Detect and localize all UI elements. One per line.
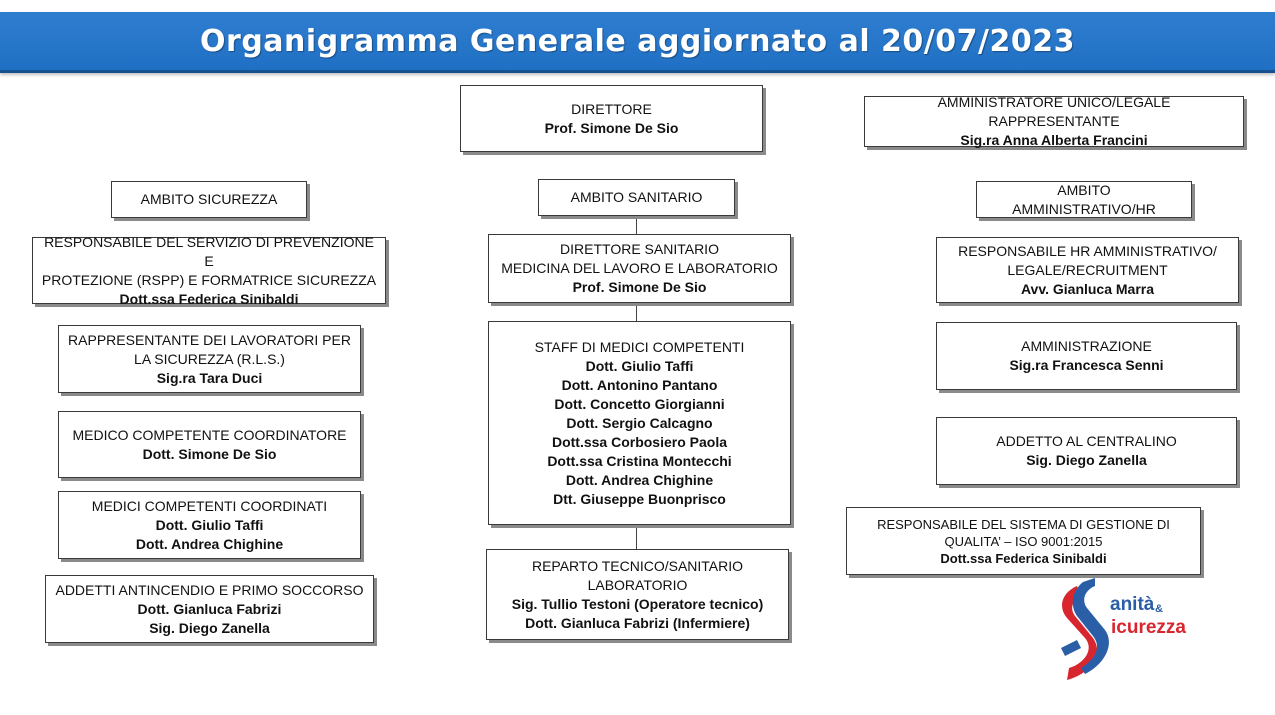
role-label: ADDETTO AL CENTRALINO: [996, 433, 1177, 449]
logo-text-sanita: anità: [1110, 594, 1155, 615]
role-label: LA SICUREZZA (R.L.S.): [134, 350, 285, 367]
connector-line: [636, 525, 637, 549]
person-name: Prof. Simone De Sio: [572, 279, 707, 295]
person-name: Avv. Gianluca Marra: [1020, 280, 1155, 297]
person-name: Dott. Giulio Taffi: [585, 357, 694, 374]
ambito-sanitario-header: [538, 179, 735, 216]
logo-text-sicurezza: icurezza: [1111, 617, 1186, 638]
person-name: Dott. Andrea Chighine: [565, 471, 714, 488]
person-name: Dott. Concetto Giorgianni: [554, 395, 725, 412]
person-name: Dott.ssa Cristina Montecchi: [547, 452, 732, 469]
section-label: AMBITO AMMINISTRATIVO/HR: [1012, 181, 1156, 217]
person-name: Dott. Antonino Pantano: [561, 376, 718, 393]
hr-box: [936, 237, 1239, 303]
role-label: MEDICO COMPETENTE COORDINATORE: [72, 426, 347, 443]
person-name: Sig. Diego Zanella: [1026, 452, 1147, 468]
person-name: Dott. Gianluca Fabrizi: [137, 600, 282, 617]
mc-coordinatore-box: [58, 411, 361, 478]
qualita-box: [846, 507, 1201, 575]
person-name: Sig. Tullio Testoni (Operatore tecnico): [511, 595, 764, 612]
role-label: RESPONSABILE DEL SERVIZIO DI PREVENZIONE E: [44, 233, 374, 269]
person-name: Sig.ra Francesca Senni: [1009, 357, 1164, 373]
person-name: Sig.ra Anna Alberta Francini: [960, 132, 1148, 148]
role-label: QUALITA’ – ISO 9001:2015: [944, 533, 1103, 549]
centralino-box: [936, 417, 1237, 485]
person-name: Dott.ssa Federica Sinibaldi: [119, 290, 299, 307]
rspp-box: [32, 233, 386, 307]
role-label: MEDICI COMPETENTI COORDINATI: [91, 497, 328, 514]
role-label: PROTEZIONE (RSPP) E FORMATRICE SICUREZZA: [41, 271, 377, 288]
mc-coordinati-box: [58, 491, 361, 559]
connector-line: [636, 303, 637, 321]
person-name: Dott. Giulio Taffi: [155, 516, 264, 533]
person-name: Dott. Sergio Calcagno: [566, 414, 713, 431]
role-label: RESPONSABILE DEL SISTEMA DI GESTIONE DI: [877, 516, 1170, 532]
page-title: Organigramma Generale aggiornato al 20/07/2023: [200, 23, 1075, 59]
person-name: Dott. Gianluca Fabrizi (Infermiere): [525, 614, 750, 631]
role-label: DIRETTORE: [571, 100, 652, 117]
person-name: Dott.ssa Corbosiero Paola: [551, 433, 728, 450]
role-label: LABORATORIO: [587, 576, 688, 593]
role-label: STAFF DI MEDICI COMPETENTI: [534, 338, 745, 355]
title-banner: [0, 12, 1275, 73]
rls-box: [58, 325, 361, 393]
amministratore-box: [864, 96, 1244, 147]
person-name: Sig.ra Tara Duci: [156, 369, 263, 386]
direttore-sanitario-box: [488, 234, 791, 303]
person-name: Dtt. Giuseppe Buonprisco: [553, 490, 726, 507]
role-label: RESPONSABILE HR AMMINISTRATIVO/: [958, 242, 1217, 259]
top-strip: [0, 0, 1275, 10]
staff-medici-box: [488, 321, 791, 525]
role-label: AMMINISTRAZIONE: [1021, 338, 1152, 354]
reparto-tecnico-box: [486, 549, 789, 640]
connector-line: [636, 216, 637, 234]
person-name: Sig. Diego Zanella: [149, 619, 270, 636]
role-label: AMMINISTRATORE UNICO/LEGALE RAPPRESENTANTE: [937, 94, 1171, 129]
section-label: AMBITO SANITARIO: [570, 189, 703, 205]
direttore-box: [460, 85, 763, 152]
person-name: Dott. Simone De Sio: [142, 445, 277, 462]
logo-text-amp: &: [1155, 603, 1163, 615]
antincendio-box: [45, 575, 374, 643]
role-label: DIRETTORE SANITARIO: [560, 241, 719, 257]
role-label: RAPPRESENTANTE DEI LAVORATORI PER: [68, 331, 351, 348]
role-label: LEGALE/RECRUITMENT: [1007, 261, 1168, 278]
ambito-sicurezza-header: [111, 181, 307, 218]
section-label: AMBITO SICUREZZA: [140, 191, 278, 207]
ambito-amministrativo-header: [976, 181, 1192, 218]
amministrazione-box: [936, 322, 1237, 390]
role-label: MEDICINA DEL LAVORO E LABORATORIO: [501, 260, 778, 276]
person-name: Prof. Simone De Sio: [544, 119, 679, 136]
role-label: ADDETTI ANTINCENDIO E PRIMO SOCCORSO: [55, 581, 364, 598]
role-label: REPARTO TECNICO/SANITARIO: [531, 557, 744, 574]
person-name: Dott.ssa Federica Sinibaldi: [940, 550, 1107, 566]
person-name: Dott. Andrea Chighine: [135, 535, 284, 552]
